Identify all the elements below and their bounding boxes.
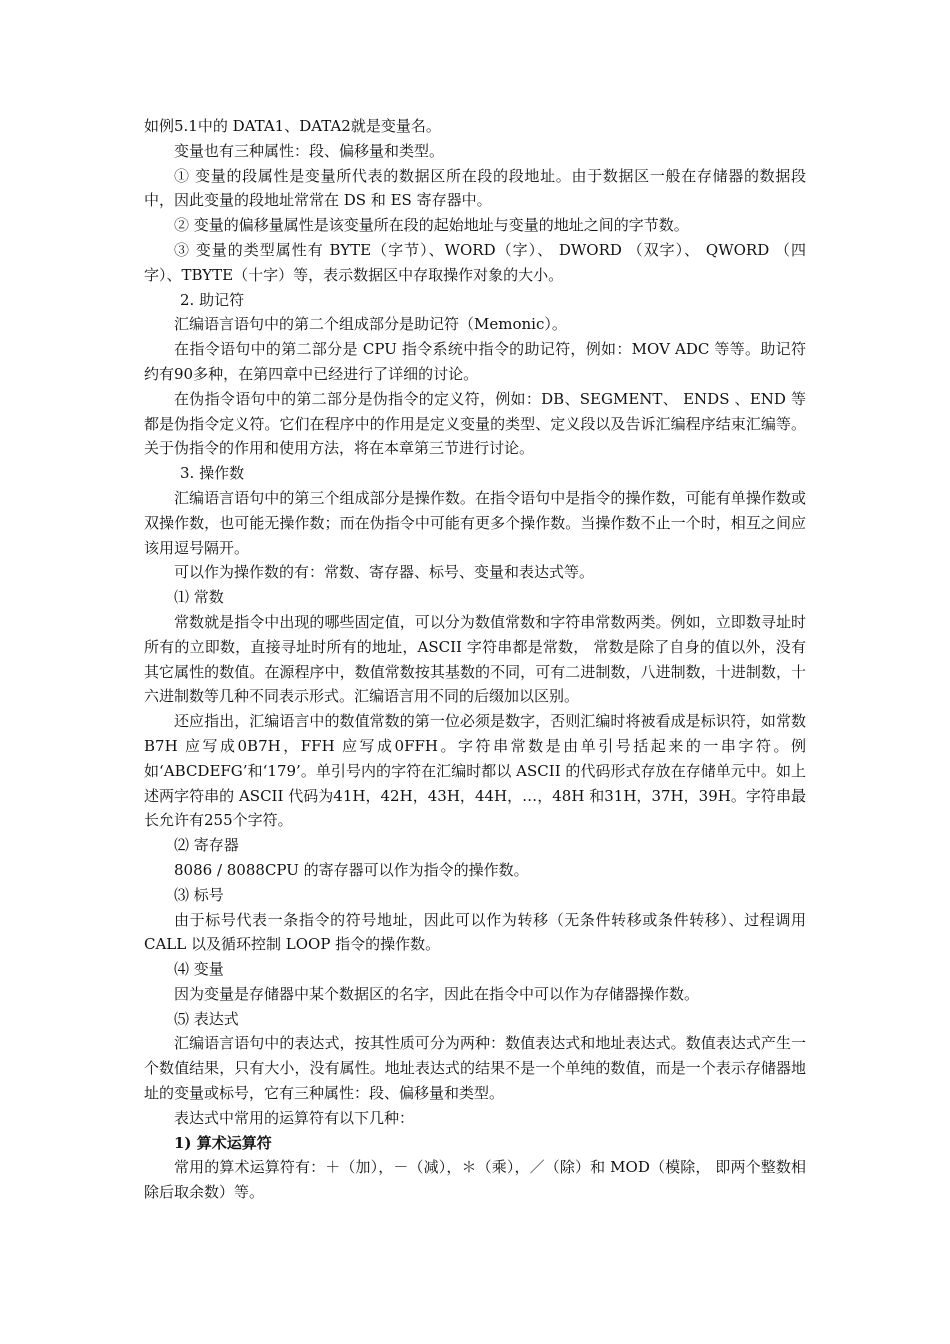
heading-constant: ⑴ 常数	[174, 588, 224, 607]
paragraph-variable-attributes: 变量也有三种属性：段、偏移量和类型。	[174, 141, 445, 160]
paragraph-operand-kinds: 可以作为操作数的有：常数、寄存器、标号、变量和表达式等。	[174, 563, 595, 582]
paragraph-offset-attribute: ② 变量的偏移量属性是该变量所在段的起始地址与变量的地址之间的字节数。	[174, 216, 689, 235]
heading-label: ⑶ 标号	[174, 885, 224, 904]
heading-mnemonic: 2. 助记符	[180, 290, 245, 309]
paragraph-type-attribute: ③ 变量的类型属性有 BYTE（字节）、WORD（字）、 DWORD （双字）、 QWORD （四字）、TBYTE（十字）等，表示数据区中存取操作对象的大小。	[144, 240, 806, 284]
paragraph-register: 8086 / 8088CPU 的寄存器可以作为指令的操作数。	[174, 860, 529, 879]
paragraph-pseudo-instruction: 在伪指令语句中的第二部分是伪指令的定义符，例如：DB、SEGMENT、 ENDS 、END 等都是伪指令定义符。它们在程序中的作用是定义变量的类型、定义段以及告诉汇编程序结束汇编等。关于伪指令的作用和使用方法，将在本章第三节进行讨论。	[144, 389, 806, 458]
paragraph-mnemonic-intro: 汇编语言语句中的第二个组成部分是助记符（Memonic）。	[174, 315, 567, 334]
heading-variable: ⑷ 变量	[174, 960, 224, 979]
paragraph-operand-intro: 汇编语言语句中的第三个组成部分是操作数。在指令语句中是指令的操作数，可能有单操作数或双操作数，也可能无操作数；而在伪指令中可能有更多个操作数。当操作数不止一个时，相互之间应该用逗号隔开。	[144, 488, 806, 557]
paragraph-instruction-mnemonic: 在指令语句中的第二部分是 CPU 指令系统中指令的助记符，例如：MOV ADC 等等。助记符约有90多种，在第四章中已经进行了详细的讨论。	[144, 340, 806, 383]
heading-operand: 3. 操作数	[180, 464, 245, 483]
paragraph-segment-attribute: ① 变量的段属性是变量所代表的数据区所在段的段地址。由于数据区一般在存储器的数据段中，因此变量的段地址常常在 DS 和 ES 寄存器中。	[144, 166, 806, 210]
paragraph-constant-definition: 常数就是指令中出现的哪些固定值，可以分为数值常数和字符串常数两类。例如，立即数寻址时所有的立即数，直接寻址时所有的地址，ASCII 字符串都是常数， 常数是除了自身的值以外，没有其它属性的数值。在源程序中，数值常数按其基数的不同，可有二进制数，八进制数，十进制数，十六进制数等几种不同表示形式。汇编语言用不同的后缀加以区别。	[144, 612, 806, 706]
document-page	[144, 114, 806, 1205]
paragraph-variable: 因为变量是存储器中某个数据区的名字，因此在指令中可以作为存储器操作数。	[174, 984, 700, 1003]
heading-register: ⑵ 寄存器	[174, 836, 239, 855]
heading-expression: ⑸ 表达式	[174, 1009, 239, 1028]
paragraph-operators-intro: 表达式中常用的运算符有以下几种：	[174, 1108, 415, 1127]
paragraph-label: 由于标号代表一条指令的符号地址，因此可以作为转移（无条件转移或条件转移）、过程调用 CALL 以及循环控制 LOOP 指令的操作数。	[144, 910, 806, 954]
paragraph-expression: 汇编语言语句中的表达式，按其性质可分为两种：数值表达式和地址表达式。数值表达式产生一个数值结果，只有大小，没有属性。地址表达式的结果不是一个单纯的数值，而是一个表示存储器地址的变量或标号，它有三种属性：段、偏移量和类型。	[144, 1034, 806, 1103]
heading-arithmetic-operators: 1) 算术运算符	[174, 1133, 272, 1152]
paragraph-variable-name-example: 如例5.1中的 DATA1、DATA2就是变量名。	[144, 117, 441, 135]
paragraph-constant-notes: 还应指出，汇编语言中的数值常数的第一位必须是数字，否则汇编时将被看成是标识符，如常数 B7H 应写成0B7H，FFH 应写成0FFH。字符串常数是由单引号括起来的一串字符。例如‘ABCDEFG’和‘179’。单引号内的字符在汇编时都以 ASCII 的代码形式存放在存储单元中。如上述两字符串的 ASCII 代码为41H，42H，43H，44H，…，48H 和31H，37H，39H。字符串最长允许有255个字符。	[144, 712, 806, 830]
paragraph-arithmetic-operators: 常用的算术运算符有：＋（加），－（减），＊（乘），／（除）和 MOD（模除， 即两个整数相除后取余数）等。	[144, 1158, 806, 1202]
